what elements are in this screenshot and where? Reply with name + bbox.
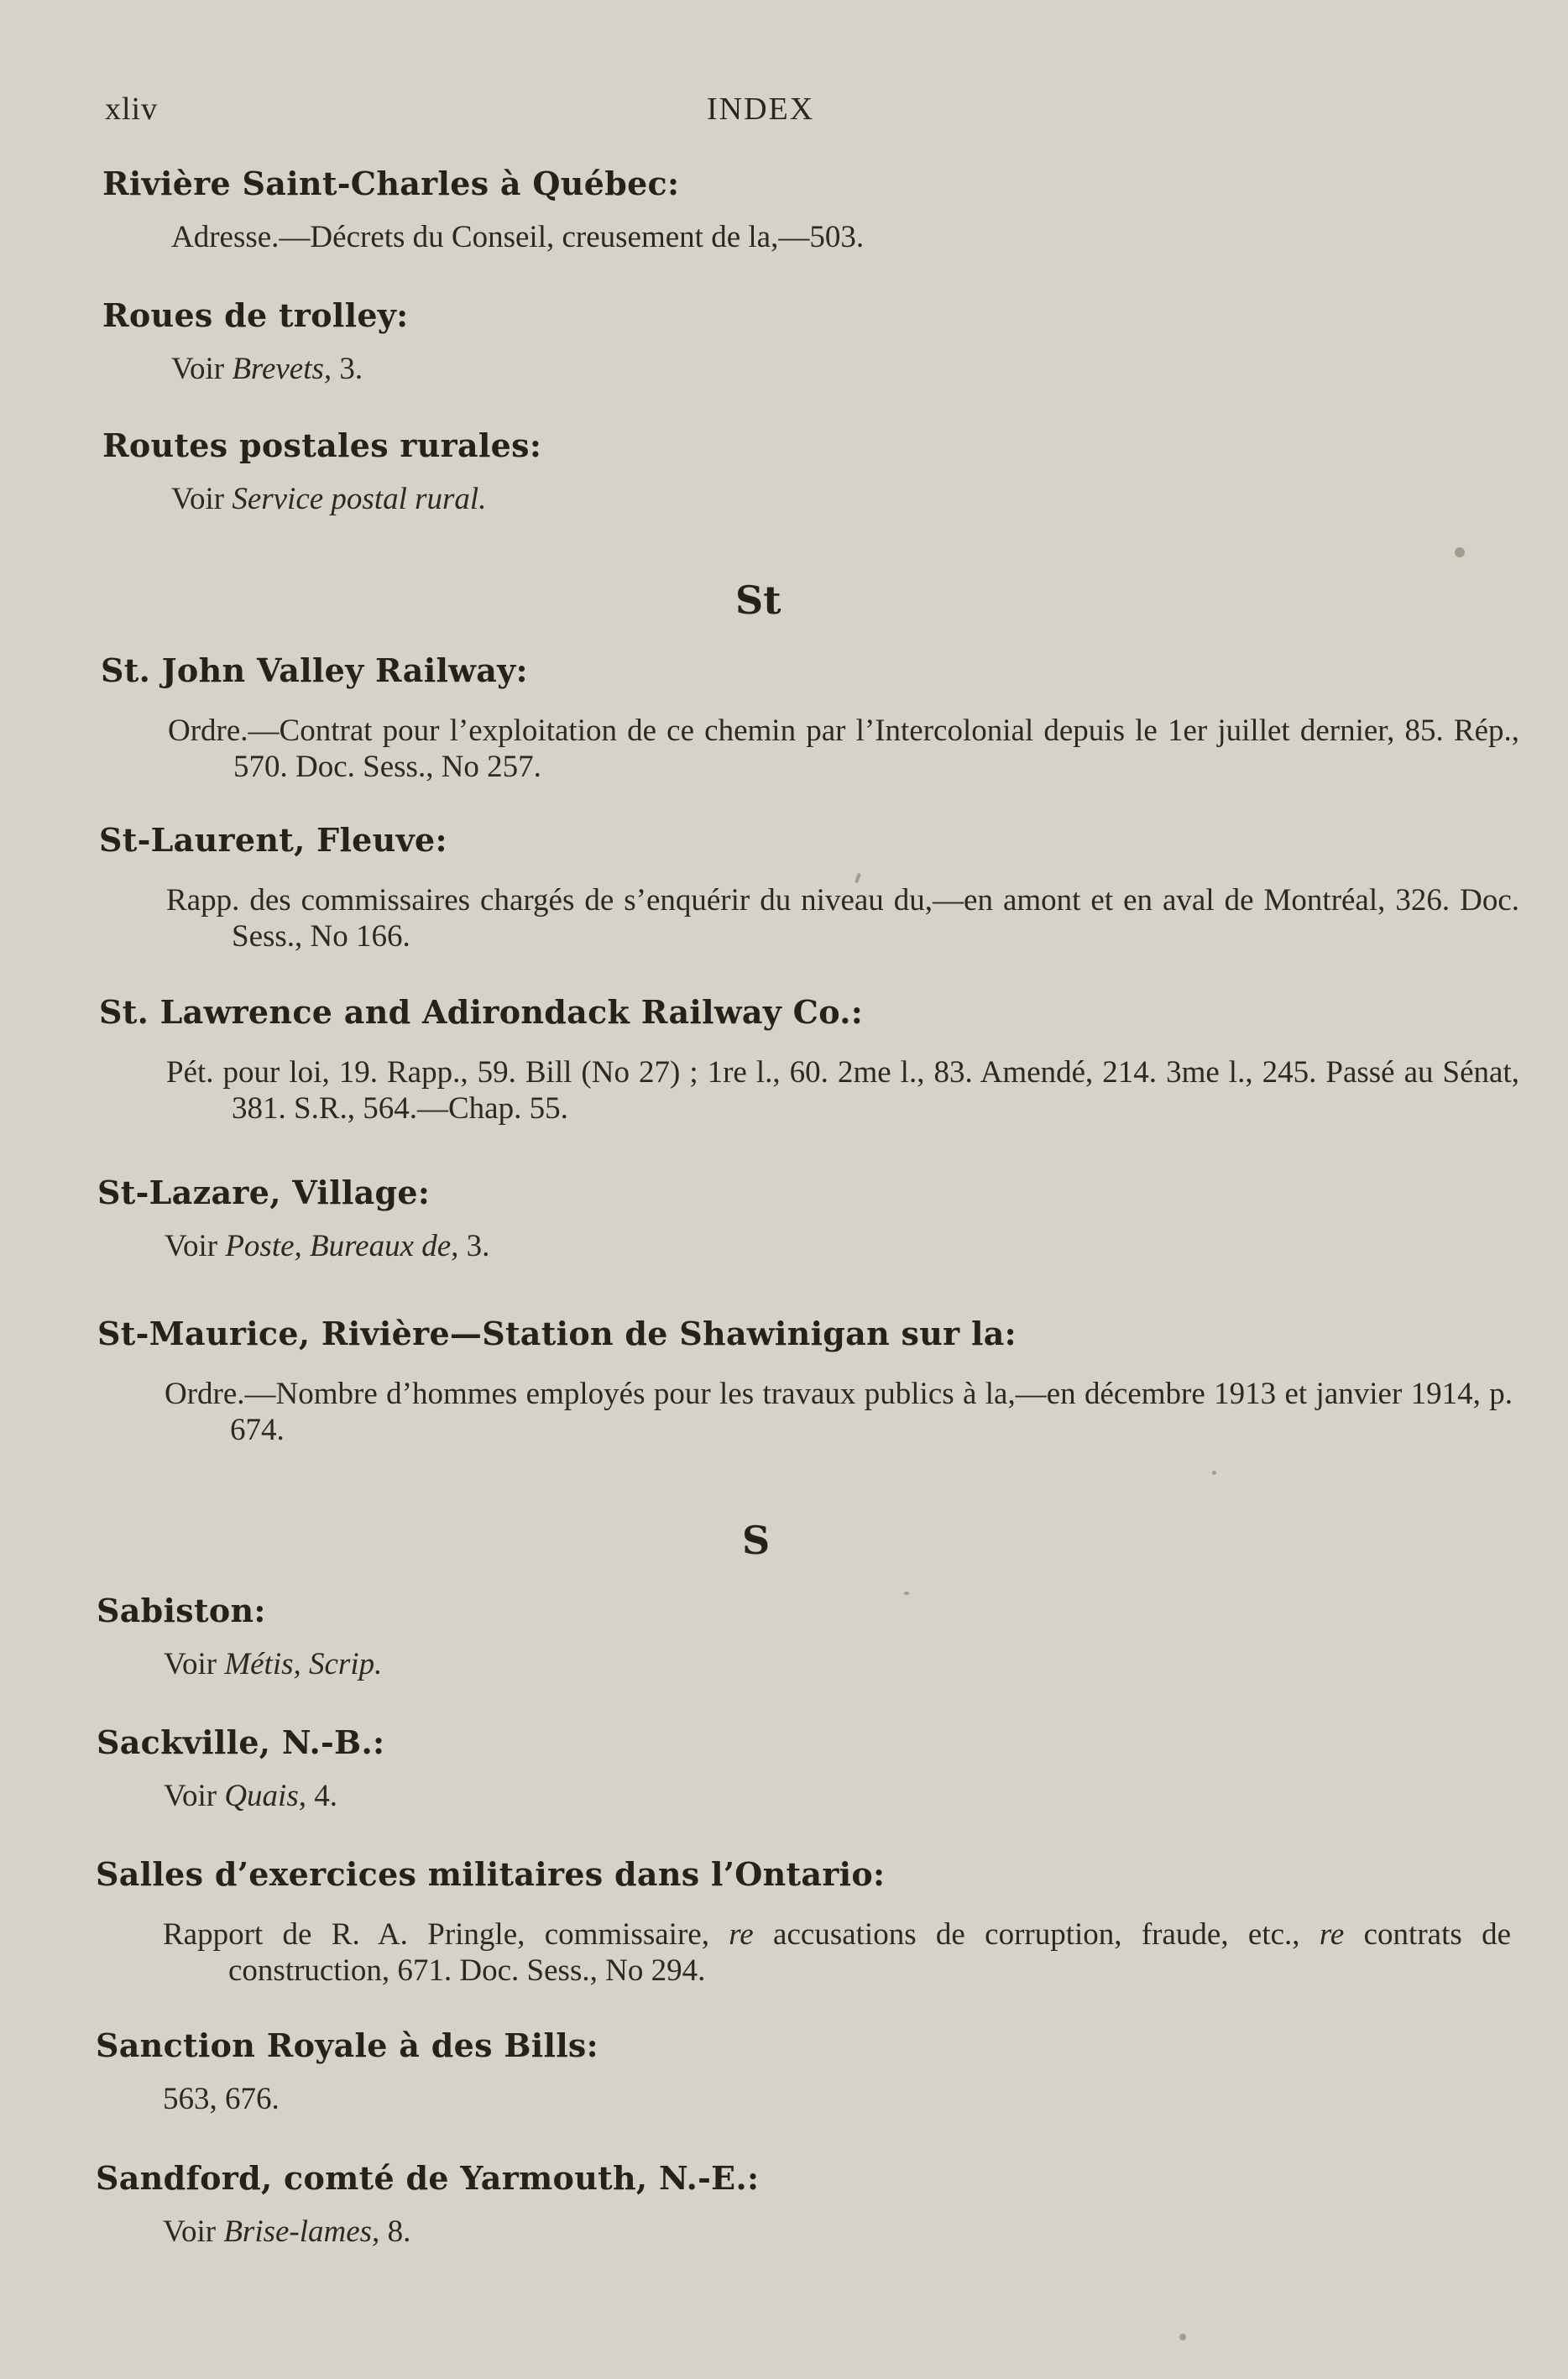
see-prefix: Voir [171,352,233,386]
see-prefix: Voir [171,482,233,516]
entry-heading: Sackville, N.-B.: [97,1723,385,1761]
index-entry [97,1592,1473,1682]
entry-heading: St-Lazare, Village: [97,1174,431,1211]
reference-number: 4. [306,1779,337,1813]
entry-text: 563, 676. [163,2082,280,2116]
entry-heading: Rivière Saint-Charles à Québec: [102,165,680,202]
paper-speck [1212,1471,1216,1475]
cross-reference: Brevets, [232,352,332,386]
entry-text [96,1916,1511,1989]
entry-heading: St. John Valley Railway: [101,651,528,689]
index-entry [96,2026,1472,2117]
entry-text [102,481,1464,517]
entry-text: Rapp. des commissaires chargés de s’enquérir du niveau du,—en amont et en aval de Montréal, 326. Doc. Sess., No 166. [166,883,1519,954]
cross-reference: Service postal rural. [232,482,487,516]
paper-speck [1455,547,1465,557]
index-entry [101,651,1519,785]
cross-reference: Poste, Bureaux de, [225,1229,459,1263]
entry-heading: Routes postales rurales: [102,426,542,464]
entry-text [97,1228,1457,1264]
entry-heading: St-Laurent, Fleuve: [99,821,447,859]
running-head [0,91,1568,133]
paper-speck [1179,2334,1186,2340]
see-prefix: Voir [164,1779,225,1813]
entry-text-part: Rapport de R. A. Pringle, commissaire, [163,1917,729,1952]
paper-speck [904,1592,909,1595]
entry-text [96,2214,1456,2250]
entry-heading: St. Lawrence and Adirondack Railway Co.: [99,993,864,1031]
index-entry [97,1315,1513,1448]
see-prefix: Voir [164,1647,225,1681]
section-heading-s: S [742,1518,771,1563]
entry-text-part: contrats de construction, 671. Doc. Sess., No 294. [228,1917,1511,1988]
cross-reference: Métis, Scrip. [224,1647,383,1681]
index-entry [99,993,1519,1127]
reference-number: 3. [458,1229,490,1263]
index-entry [97,1723,1473,1814]
entry-heading: Roues de trolley: [102,296,409,334]
cross-reference: Brise-lames, [223,2214,380,2249]
running-title: INDEX [707,92,815,127]
page-number: xliv [105,92,159,127]
entry-text: Pét. pour loi, 19. Rapp., 59. Bill (No 27) ; 1re l., 60. 2me l., 83. Amendé, 214. 3me l., 245. Passé au Sénat, 381. S.R., 564.—Chap. 55. [166,1055,1519,1126]
index-entry [96,1855,1511,1989]
entry-heading: Sandford, comté de Yarmouth, N.-E.: [96,2159,760,2197]
see-prefix: Voir [165,1229,226,1263]
index-entry [102,165,1479,255]
index-entry [102,426,1479,517]
index-entry [99,821,1519,954]
entry-text [97,1646,1456,1682]
entry-text: Adresse.—Décrets du Conseil, creusement de la,—503. [171,220,865,254]
reference-number: 3. [332,352,363,386]
see-prefix: Voir [163,2214,224,2249]
entry-text [97,1778,1456,1814]
entry-text-part: re [729,1917,754,1952]
section-heading-st: St [735,578,781,623]
cross-reference: Quais, [224,1779,306,1813]
index-entry [97,1174,1474,1264]
entry-text [102,351,1464,387]
entry-text: Ordre.—Contrat pour l’exploitation de ce chemin par l’Intercolonial depuis le 1er juillet dernier, 85. Rép., 570. Doc. Sess., No 257. [168,714,1519,784]
entry-text-part: accusations de corruption, fraude, etc., [753,1917,1320,1952]
entry-heading: Salles d’exercices militaires dans l’Ontario: [96,1855,886,1893]
entry-heading: Sanction Royale à des Bills: [96,2026,598,2064]
reference-number: 8. [379,2214,411,2249]
entry-text-part: re [1319,1917,1345,1952]
entry-heading: St-Maurice, Rivière—Station de Shawinigan sur la: [97,1315,1017,1352]
index-entry [102,296,1479,387]
entry-heading: Sabiston: [97,1592,266,1629]
entry-text: Ordre.—Nombre d’hommes employés pour les travaux publics à la,—en décembre 1913 et janvier 1914, p. 674. [165,1377,1513,1447]
index-entry [96,2159,1472,2250]
